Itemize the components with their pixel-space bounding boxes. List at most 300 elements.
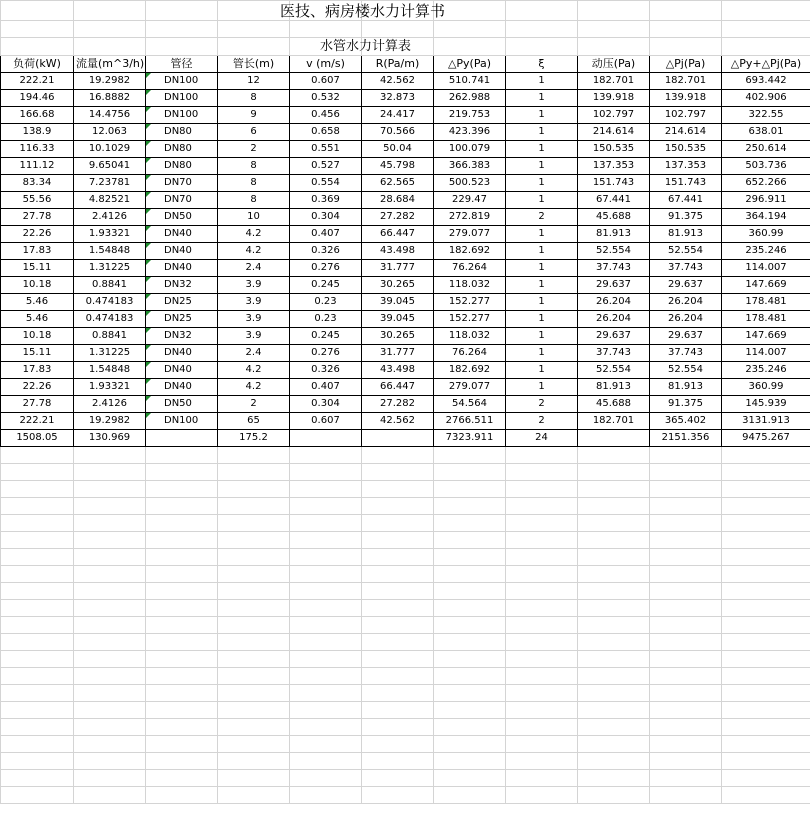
table-cell[interactable]: 138.9 (1, 124, 74, 141)
table-cell[interactable]: DN40 (146, 379, 218, 396)
table-cell[interactable]: 222.21 (1, 73, 74, 90)
table-cell[interactable]: DN80 (146, 141, 218, 158)
empty-cell[interactable] (1, 685, 74, 702)
table-cell[interactable]: 24.417 (362, 107, 434, 124)
empty-cell[interactable] (1, 515, 74, 532)
empty-cell[interactable] (146, 787, 218, 804)
empty-cell[interactable] (362, 532, 434, 549)
empty-cell[interactable] (434, 481, 506, 498)
empty-cell[interactable] (578, 736, 650, 753)
table-cell[interactable]: 150.535 (578, 141, 650, 158)
empty-cell[interactable] (74, 736, 146, 753)
table-cell[interactable]: 32.873 (362, 90, 434, 107)
table-cell[interactable]: 116.33 (1, 141, 74, 158)
empty-cell[interactable] (434, 668, 506, 685)
column-header[interactable]: 管长(m) (218, 56, 290, 73)
empty-cell[interactable] (146, 719, 218, 736)
column-header[interactable]: 动压(Pa) (578, 56, 650, 73)
table-cell[interactable]: 166.68 (1, 107, 74, 124)
empty-cell[interactable] (506, 702, 578, 719)
table-cell[interactable]: 27.78 (1, 396, 74, 413)
table-cell[interactable]: 0.23 (290, 311, 362, 328)
table-cell[interactable]: 1.54848 (74, 243, 146, 260)
empty-cell[interactable] (218, 719, 290, 736)
table-cell[interactable]: 279.077 (434, 379, 506, 396)
empty-cell[interactable] (362, 617, 434, 634)
empty-cell[interactable] (1, 651, 74, 668)
empty-cell[interactable] (218, 38, 290, 56)
table-cell[interactable]: 91.375 (650, 396, 722, 413)
empty-cell[interactable] (362, 770, 434, 787)
empty-cell[interactable] (506, 464, 578, 481)
empty-cell[interactable] (1, 481, 74, 498)
empty-cell[interactable] (578, 702, 650, 719)
table-cell[interactable]: 81.913 (578, 379, 650, 396)
empty-cell[interactable] (218, 532, 290, 549)
table-cell[interactable]: 145.939 (722, 396, 810, 413)
empty-cell[interactable] (722, 702, 810, 719)
table-cell[interactable]: 81.913 (578, 226, 650, 243)
empty-cell[interactable] (434, 634, 506, 651)
empty-cell[interactable] (722, 617, 810, 634)
table-cell[interactable]: 45.688 (578, 209, 650, 226)
table-cell[interactable]: 1 (506, 226, 578, 243)
empty-cell[interactable] (74, 549, 146, 566)
table-cell[interactable]: 76.264 (434, 260, 506, 277)
empty-cell[interactable] (218, 787, 290, 804)
table-cell[interactable]: 503.736 (722, 158, 810, 175)
empty-cell[interactable] (74, 668, 146, 685)
empty-cell[interactable] (74, 38, 146, 56)
empty-cell[interactable] (1, 21, 74, 38)
table-cell[interactable]: DN32 (146, 328, 218, 345)
table-cell[interactable]: 17.83 (1, 362, 74, 379)
empty-cell[interactable] (146, 515, 218, 532)
empty-cell[interactable] (362, 787, 434, 804)
empty-cell[interactable] (74, 583, 146, 600)
empty-cell[interactable] (650, 617, 722, 634)
table-cell[interactable]: DN25 (146, 311, 218, 328)
table-cell[interactable]: 9.65041 (74, 158, 146, 175)
empty-cell[interactable] (434, 702, 506, 719)
table-cell[interactable]: 26.204 (650, 294, 722, 311)
table-cell[interactable]: DN100 (146, 107, 218, 124)
table-cell[interactable]: 66.447 (362, 226, 434, 243)
table-cell[interactable]: 27.78 (1, 209, 74, 226)
empty-cell[interactable] (146, 702, 218, 719)
table-cell[interactable]: 30.265 (362, 328, 434, 345)
empty-cell[interactable] (650, 583, 722, 600)
table-cell[interactable]: 19.2982 (74, 413, 146, 430)
table-cell[interactable]: 1 (506, 158, 578, 175)
table-cell[interactable]: 45.688 (578, 396, 650, 413)
table-cell[interactable]: 29.637 (578, 328, 650, 345)
table-cell[interactable]: 91.375 (650, 209, 722, 226)
table-cell[interactable]: 19.2982 (74, 73, 146, 90)
table-cell[interactable]: 500.523 (434, 175, 506, 192)
empty-cell[interactable] (218, 634, 290, 651)
empty-cell[interactable] (434, 447, 506, 464)
table-cell[interactable]: 42.562 (362, 73, 434, 90)
empty-cell[interactable] (650, 1, 722, 21)
empty-cell[interactable] (290, 685, 362, 702)
table-cell[interactable]: 272.819 (434, 209, 506, 226)
table-cell[interactable]: 178.481 (722, 294, 810, 311)
table-cell[interactable]: 31.777 (362, 345, 434, 362)
table-cell[interactable]: 0.8841 (74, 328, 146, 345)
table-cell[interactable]: 152.277 (434, 294, 506, 311)
table-cell[interactable]: 296.911 (722, 192, 810, 209)
empty-cell[interactable] (74, 719, 146, 736)
empty-cell[interactable] (74, 787, 146, 804)
table-cell[interactable]: 1 (506, 90, 578, 107)
empty-cell[interactable] (650, 600, 722, 617)
table-cell[interactable]: 81.913 (650, 226, 722, 243)
empty-cell[interactable] (578, 532, 650, 549)
empty-cell[interactable] (1, 566, 74, 583)
empty-cell[interactable] (1, 583, 74, 600)
table-cell[interactable]: 8 (218, 90, 290, 107)
table-cell[interactable]: 17.83 (1, 243, 74, 260)
total-cell[interactable]: 1508.05 (1, 430, 74, 447)
empty-cell[interactable] (362, 736, 434, 753)
empty-cell[interactable] (434, 651, 506, 668)
empty-cell[interactable] (578, 719, 650, 736)
table-cell[interactable]: DN40 (146, 345, 218, 362)
empty-cell[interactable] (650, 787, 722, 804)
table-cell[interactable]: 0.245 (290, 328, 362, 345)
empty-cell[interactable] (722, 566, 810, 583)
empty-cell[interactable] (1, 498, 74, 515)
table-cell[interactable]: 2.4126 (74, 209, 146, 226)
table-cell[interactable]: DN70 (146, 192, 218, 209)
empty-cell[interactable] (74, 464, 146, 481)
table-cell[interactable]: 10 (218, 209, 290, 226)
table-cell[interactable]: 52.554 (578, 362, 650, 379)
table-cell[interactable]: 147.669 (722, 328, 810, 345)
table-cell[interactable]: 139.918 (650, 90, 722, 107)
total-cell[interactable]: 24 (506, 430, 578, 447)
table-cell[interactable]: 219.753 (434, 107, 506, 124)
empty-cell[interactable] (506, 38, 578, 56)
empty-cell[interactable] (146, 617, 218, 634)
table-cell[interactable]: 402.906 (722, 90, 810, 107)
table-cell[interactable]: 0.554 (290, 175, 362, 192)
table-cell[interactable]: 1 (506, 328, 578, 345)
empty-cell[interactable] (218, 447, 290, 464)
table-cell[interactable]: 0.245 (290, 277, 362, 294)
empty-cell[interactable] (290, 702, 362, 719)
table-cell[interactable]: 638.01 (722, 124, 810, 141)
empty-cell[interactable] (74, 481, 146, 498)
table-cell[interactable]: 0.23 (290, 294, 362, 311)
table-cell[interactable]: 65 (218, 413, 290, 430)
empty-cell[interactable] (362, 481, 434, 498)
empty-cell[interactable] (722, 736, 810, 753)
empty-cell[interactable] (146, 532, 218, 549)
empty-cell[interactable] (290, 736, 362, 753)
empty-cell[interactable] (578, 787, 650, 804)
column-header[interactable]: △Py(Pa) (434, 56, 506, 73)
empty-cell[interactable] (218, 600, 290, 617)
empty-cell[interactable] (578, 38, 650, 56)
empty-cell[interactable] (506, 634, 578, 651)
table-cell[interactable]: 6 (218, 124, 290, 141)
empty-cell[interactable] (362, 447, 434, 464)
empty-cell[interactable] (722, 464, 810, 481)
table-cell[interactable]: 45.798 (362, 158, 434, 175)
empty-cell[interactable] (290, 464, 362, 481)
table-cell[interactable]: 102.797 (578, 107, 650, 124)
empty-cell[interactable] (290, 515, 362, 532)
table-cell[interactable]: 26.204 (578, 311, 650, 328)
table-cell[interactable]: 30.265 (362, 277, 434, 294)
table-cell[interactable]: 83.34 (1, 175, 74, 192)
table-cell[interactable]: 39.045 (362, 294, 434, 311)
table-cell[interactable]: 0.326 (290, 243, 362, 260)
empty-cell[interactable] (434, 38, 506, 56)
table-cell[interactable]: DN50 (146, 209, 218, 226)
table-cell[interactable]: 16.8882 (74, 90, 146, 107)
empty-cell[interactable] (146, 464, 218, 481)
empty-cell[interactable] (290, 634, 362, 651)
empty-cell[interactable] (650, 21, 722, 38)
table-cell[interactable]: 1 (506, 243, 578, 260)
empty-cell[interactable] (146, 549, 218, 566)
table-cell[interactable]: 1 (506, 311, 578, 328)
empty-cell[interactable] (578, 515, 650, 532)
empty-cell[interactable] (578, 668, 650, 685)
table-cell[interactable]: 26.204 (578, 294, 650, 311)
table-cell[interactable]: 118.032 (434, 277, 506, 294)
table-cell[interactable]: 262.988 (434, 90, 506, 107)
empty-cell[interactable] (506, 447, 578, 464)
table-cell[interactable]: 55.56 (1, 192, 74, 209)
table-cell[interactable]: 1.31225 (74, 345, 146, 362)
table-cell[interactable]: 1 (506, 362, 578, 379)
empty-cell[interactable] (722, 583, 810, 600)
table-cell[interactable]: 3.9 (218, 294, 290, 311)
table-cell[interactable]: 4.2 (218, 379, 290, 396)
empty-cell[interactable] (146, 447, 218, 464)
empty-cell[interactable] (506, 668, 578, 685)
table-cell[interactable]: 178.481 (722, 311, 810, 328)
empty-cell[interactable] (722, 532, 810, 549)
table-cell[interactable]: 1 (506, 73, 578, 90)
empty-cell[interactable] (290, 651, 362, 668)
empty-cell[interactable] (1, 719, 74, 736)
table-cell[interactable]: 2 (506, 396, 578, 413)
empty-cell[interactable] (578, 566, 650, 583)
empty-cell[interactable] (218, 583, 290, 600)
empty-cell[interactable] (218, 566, 290, 583)
table-cell[interactable]: 360.99 (722, 379, 810, 396)
empty-cell[interactable] (218, 617, 290, 634)
total-cell[interactable]: 7323.911 (434, 430, 506, 447)
empty-cell[interactable] (506, 498, 578, 515)
empty-cell[interactable] (722, 634, 810, 651)
empty-cell[interactable] (290, 719, 362, 736)
empty-cell[interactable] (650, 532, 722, 549)
table-cell[interactable]: 1 (506, 124, 578, 141)
table-cell[interactable]: 0.474183 (74, 294, 146, 311)
table-cell[interactable]: 102.797 (650, 107, 722, 124)
table-cell[interactable]: 70.566 (362, 124, 434, 141)
table-cell[interactable]: 29.637 (650, 328, 722, 345)
empty-cell[interactable] (722, 668, 810, 685)
table-cell[interactable]: 14.4756 (74, 107, 146, 124)
table-cell[interactable]: 66.447 (362, 379, 434, 396)
empty-cell[interactable] (74, 753, 146, 770)
empty-cell[interactable] (506, 566, 578, 583)
total-cell[interactable] (146, 430, 218, 447)
empty-cell[interactable] (218, 498, 290, 515)
empty-cell[interactable] (722, 498, 810, 515)
empty-cell[interactable] (650, 447, 722, 464)
empty-cell[interactable] (434, 753, 506, 770)
column-header[interactable]: R(Pa/m) (362, 56, 434, 73)
empty-cell[interactable] (578, 481, 650, 498)
empty-cell[interactable] (74, 498, 146, 515)
empty-cell[interactable] (218, 753, 290, 770)
table-cell[interactable]: 0.326 (290, 362, 362, 379)
table-cell[interactable]: 0.407 (290, 379, 362, 396)
empty-cell[interactable] (1, 634, 74, 651)
empty-cell[interactable] (506, 600, 578, 617)
table-cell[interactable]: 510.741 (434, 73, 506, 90)
table-cell[interactable]: 152.277 (434, 311, 506, 328)
column-header[interactable]: ξ (506, 56, 578, 73)
empty-cell[interactable] (362, 685, 434, 702)
table-cell[interactable]: 10.18 (1, 328, 74, 345)
table-cell[interactable]: 2.4 (218, 260, 290, 277)
empty-cell[interactable] (434, 464, 506, 481)
empty-cell[interactable] (434, 719, 506, 736)
empty-cell[interactable] (146, 1, 218, 21)
empty-cell[interactable] (650, 668, 722, 685)
table-cell[interactable]: 114.007 (722, 260, 810, 277)
table-cell[interactable]: 182.701 (650, 73, 722, 90)
empty-cell[interactable] (290, 770, 362, 787)
table-cell[interactable]: 1 (506, 345, 578, 362)
column-header[interactable]: 负荷(kW) (1, 56, 74, 73)
table-cell[interactable]: 222.21 (1, 413, 74, 430)
table-cell[interactable]: 0.607 (290, 73, 362, 90)
empty-cell[interactable] (506, 719, 578, 736)
empty-cell[interactable] (506, 787, 578, 804)
table-cell[interactable]: 27.282 (362, 209, 434, 226)
empty-cell[interactable] (218, 702, 290, 719)
column-header[interactable]: v (m/s) (290, 56, 362, 73)
table-cell[interactable]: 194.46 (1, 90, 74, 107)
empty-cell[interactable] (74, 21, 146, 38)
table-cell[interactable]: 76.264 (434, 345, 506, 362)
sheet-subtitle-cell[interactable] (290, 38, 412, 56)
table-cell[interactable]: 150.535 (650, 141, 722, 158)
empty-cell[interactable] (722, 770, 810, 787)
table-cell[interactable]: 364.194 (722, 209, 810, 226)
empty-cell[interactable] (650, 770, 722, 787)
empty-cell[interactable] (146, 21, 218, 38)
empty-cell[interactable] (1, 447, 74, 464)
empty-cell[interactable] (506, 532, 578, 549)
table-cell[interactable]: 10.1029 (74, 141, 146, 158)
empty-cell[interactable] (290, 617, 362, 634)
table-cell[interactable]: 43.498 (362, 362, 434, 379)
table-cell[interactable]: 37.743 (578, 260, 650, 277)
empty-cell[interactable] (578, 498, 650, 515)
table-cell[interactable]: 1 (506, 260, 578, 277)
table-cell[interactable]: DN100 (146, 73, 218, 90)
table-cell[interactable]: DN50 (146, 396, 218, 413)
table-cell[interactable]: 139.918 (578, 90, 650, 107)
total-cell[interactable]: 130.969 (74, 430, 146, 447)
table-cell[interactable]: 52.554 (650, 362, 722, 379)
empty-cell[interactable] (218, 685, 290, 702)
empty-cell[interactable] (506, 617, 578, 634)
empty-cell[interactable] (722, 651, 810, 668)
empty-cell[interactable] (506, 651, 578, 668)
table-cell[interactable]: 5.46 (1, 294, 74, 311)
table-cell[interactable]: 2 (506, 413, 578, 430)
empty-cell[interactable] (434, 566, 506, 583)
table-cell[interactable]: 137.353 (578, 158, 650, 175)
empty-cell[interactable] (362, 634, 434, 651)
table-cell[interactable]: 4.82521 (74, 192, 146, 209)
empty-cell[interactable] (146, 583, 218, 600)
empty-cell[interactable] (362, 498, 434, 515)
empty-cell[interactable] (218, 736, 290, 753)
table-cell[interactable]: 4.2 (218, 243, 290, 260)
empty-cell[interactable] (434, 532, 506, 549)
table-cell[interactable]: 114.007 (722, 345, 810, 362)
table-cell[interactable]: 81.913 (650, 379, 722, 396)
empty-cell[interactable] (146, 498, 218, 515)
empty-cell[interactable] (650, 549, 722, 566)
empty-cell[interactable] (722, 447, 810, 464)
empty-cell[interactable] (434, 770, 506, 787)
table-cell[interactable]: 3131.913 (722, 413, 810, 430)
empty-cell[interactable] (74, 634, 146, 651)
table-cell[interactable]: 423.396 (434, 124, 506, 141)
table-cell[interactable]: 279.077 (434, 226, 506, 243)
table-cell[interactable]: 2 (218, 141, 290, 158)
table-cell[interactable]: 0.527 (290, 158, 362, 175)
empty-cell[interactable] (506, 1, 578, 21)
table-cell[interactable]: 0.276 (290, 260, 362, 277)
empty-cell[interactable] (146, 736, 218, 753)
empty-cell[interactable] (650, 515, 722, 532)
table-cell[interactable]: 214.614 (650, 124, 722, 141)
empty-cell[interactable] (722, 787, 810, 804)
empty-cell[interactable] (1, 1, 74, 21)
table-cell[interactable]: 62.565 (362, 175, 434, 192)
empty-cell[interactable] (650, 719, 722, 736)
empty-cell[interactable] (434, 685, 506, 702)
table-cell[interactable]: 2 (218, 396, 290, 413)
table-cell[interactable]: 9 (218, 107, 290, 124)
empty-cell[interactable] (650, 651, 722, 668)
table-cell[interactable]: 147.669 (722, 277, 810, 294)
table-cell[interactable]: 12 (218, 73, 290, 90)
table-cell[interactable]: DN70 (146, 175, 218, 192)
table-cell[interactable]: 26.204 (650, 311, 722, 328)
empty-cell[interactable] (146, 38, 218, 56)
table-cell[interactable]: DN100 (146, 413, 218, 430)
empty-cell[interactable] (218, 668, 290, 685)
empty-cell[interactable] (434, 21, 506, 38)
empty-cell[interactable] (74, 651, 146, 668)
